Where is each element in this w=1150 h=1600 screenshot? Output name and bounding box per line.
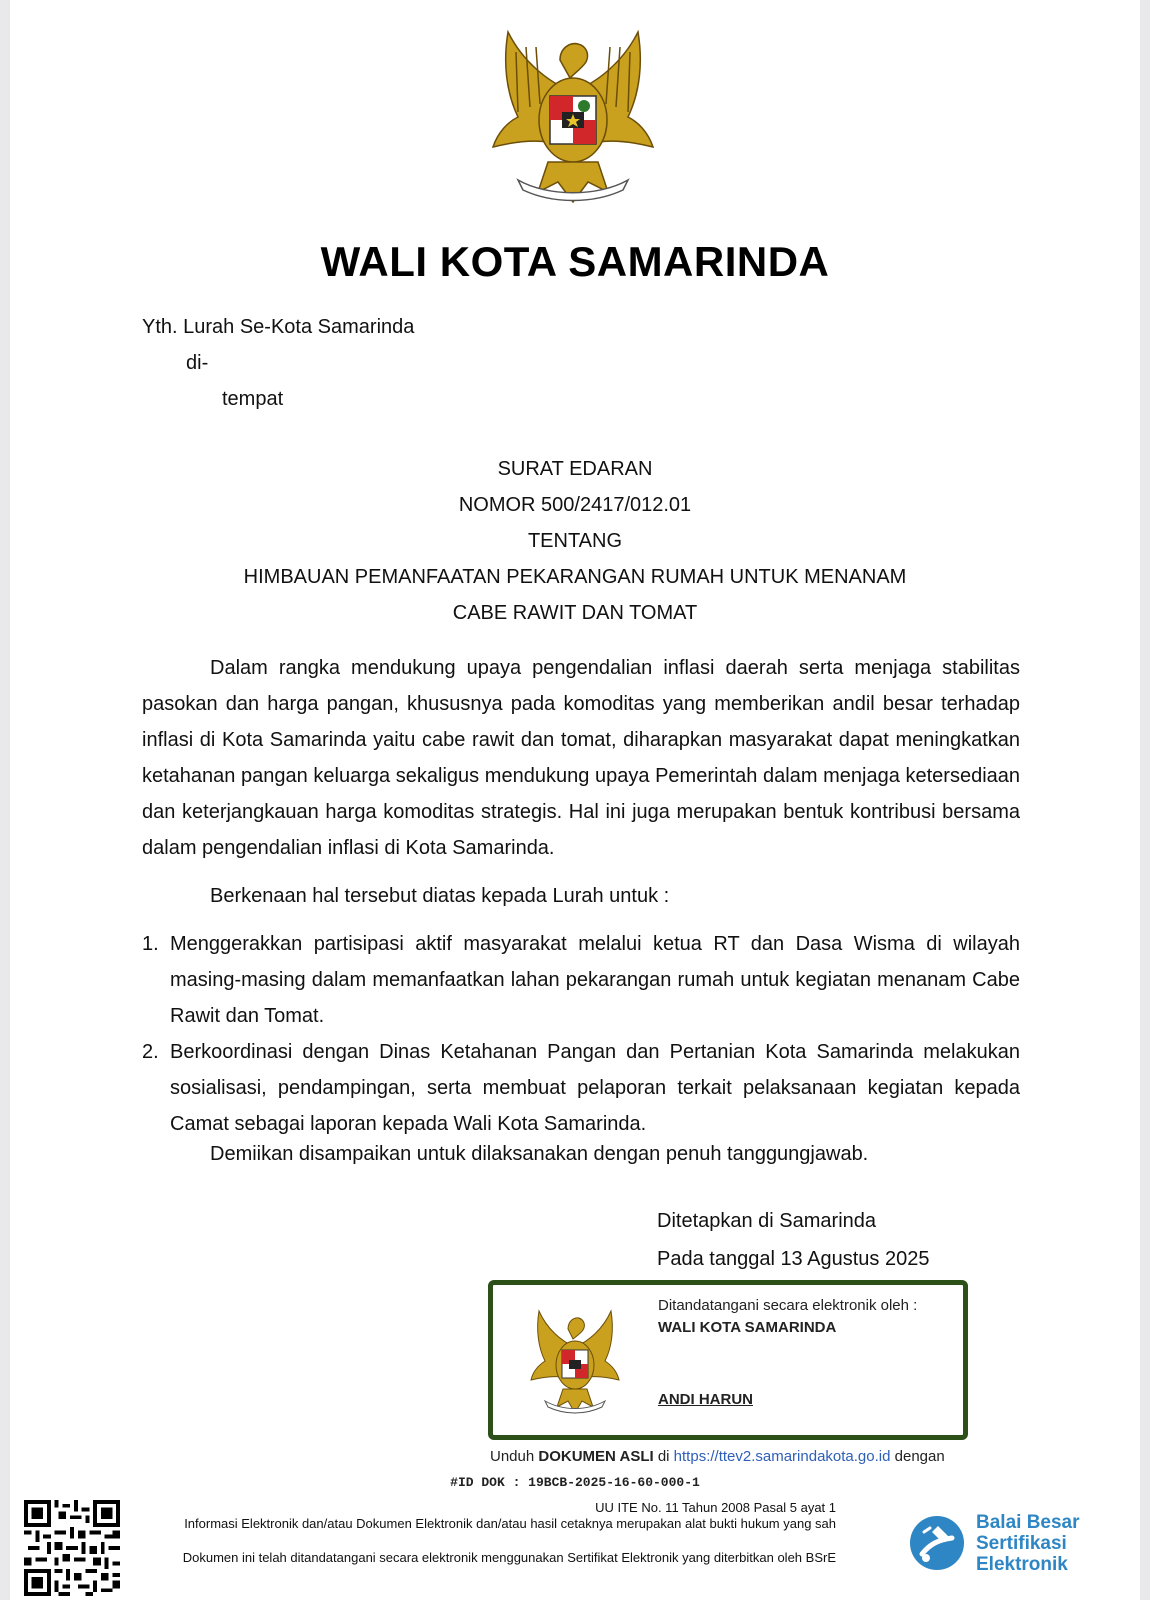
signed-by-label: Ditandatangani secara elektronik oleh : bbox=[658, 1297, 918, 1314]
footer-signature-note: Dokumen ini telah ditandatangani secara elektronik menggunakan Sertifikat Elektronik yang diterbitkan oleh BSrE bbox=[182, 1550, 836, 1565]
download-prefix: Unduh bbox=[490, 1448, 539, 1465]
body-paragraph-1: Dalam rangka mendukung upaya pengendalian inflasi daerah serta menjaga stabilitas pasokan dan harga pangan, khususnya pada komoditas yang memberikan andil besar terhadap inflasi di Kota Samarinda yaitu cabe rawit dan tomat, diharapkan masyarakat dapat meningkatkan ketahanan pangan keluarga sekaligus mendukung upaya Pemerintah dalam menjaga ketersediaan dan keterjangkauan harga komoditas strategis. Hal ini juga merupakan bentuk kontribusi bersama dalam pengendalian inflasi di Kota Samarinda. bbox=[142, 657, 1020, 859]
closing-paragraph: Demiikan disampaikan untuk dilaksanakan dengan penuh tanggungjawab. bbox=[210, 1143, 869, 1165]
qr-code[interactable] bbox=[24, 1500, 120, 1596]
recipient-line: Yth. Lurah Se-Kota Samarinda bbox=[142, 316, 415, 338]
bsre-line-2: Sertifikasi bbox=[976, 1533, 1067, 1554]
list-item-text: Menggerakkan partisipasi aktif masyarakat melalui ketua RT dan Dasa Wisma di wilayah masing-masing dalam memanfaatkan lahan pekarangan rumah untuk kegiatan menanam Cabe Rawit dan Tomat. bbox=[170, 933, 1020, 1027]
download-note bbox=[490, 1448, 945, 1465]
bsre-logo-icon bbox=[908, 1514, 966, 1572]
recipient-place: tempat bbox=[222, 388, 284, 410]
garuda-emblem bbox=[478, 22, 668, 217]
document-id: #ID DOK : 19BCB-2025-16-60-000-1 bbox=[450, 1475, 700, 1490]
list-item-text: Berkoordinasi dengan Dinas Ketahanan Pangan dan Pertanian Kota Samarinda melakukan sosialisasi, pendampingan, serta membuat pelaporan terkait pelaksanaan kegiatan kepada Camat sebagai laporan kepada Wali Kota Samarinda. bbox=[170, 1041, 1020, 1135]
signing-place: Ditetapkan di Samarinda bbox=[657, 1210, 877, 1232]
letter-type: SURAT EDARAN bbox=[497, 458, 653, 480]
bsre-line-3: Elektronik bbox=[976, 1554, 1068, 1575]
download-link[interactable]: https://ttev2.samarindakota.go.id bbox=[673, 1448, 891, 1465]
body-paragraph-2: Berkenaan hal tersebut diatas kepada Lurah untuk : bbox=[210, 885, 670, 907]
download-mid: di bbox=[653, 1448, 674, 1465]
list-item bbox=[142, 1034, 1020, 1142]
letter-number: NOMOR 500/2417/012.01 bbox=[458, 494, 692, 516]
garuda-emblem-small bbox=[523, 1305, 627, 1423]
list-item-number: 1. bbox=[142, 933, 159, 955]
signer-name: ANDI HARUN bbox=[658, 1391, 753, 1408]
download-bold: DOKUMEN ASLI bbox=[538, 1448, 654, 1465]
download-suffix: dengan bbox=[890, 1448, 945, 1465]
list-item bbox=[142, 926, 1020, 1034]
footer-legal-note: Informasi Elektronik dan/atau Dokumen Elektronik dan/atau hasil cetaknya merupakan alat bukti hukum yang sah bbox=[184, 1516, 836, 1531]
signing-date: Pada tanggal 13 Agustus 2025 bbox=[657, 1248, 930, 1270]
signer-position: WALI KOTA SAMARINDA bbox=[658, 1319, 837, 1336]
page-title: WALI KOTA SAMARINDA bbox=[320, 238, 830, 285]
recipient-di: di- bbox=[186, 352, 209, 374]
list-item-number: 2. bbox=[142, 1041, 159, 1063]
footer-law: UU ITE No. 11 Tahun 2008 Pasal 5 ayat 1 bbox=[595, 1500, 836, 1515]
instruction-list bbox=[142, 926, 1020, 1142]
bsre-text bbox=[976, 1512, 1080, 1575]
bsre-line-1: Balai Besar bbox=[976, 1512, 1080, 1533]
letter-subject-2: CABE RAWIT DAN TOMAT bbox=[452, 602, 698, 624]
e-signature-box bbox=[488, 1280, 968, 1440]
bsre-logo bbox=[908, 1512, 1108, 1582]
letter-about: TENTANG bbox=[527, 530, 623, 552]
letter-subject-1: HIMBAUAN PEMANFAATAN PEKARANGAN RUMAH UNTUK MENANAM bbox=[243, 566, 907, 588]
